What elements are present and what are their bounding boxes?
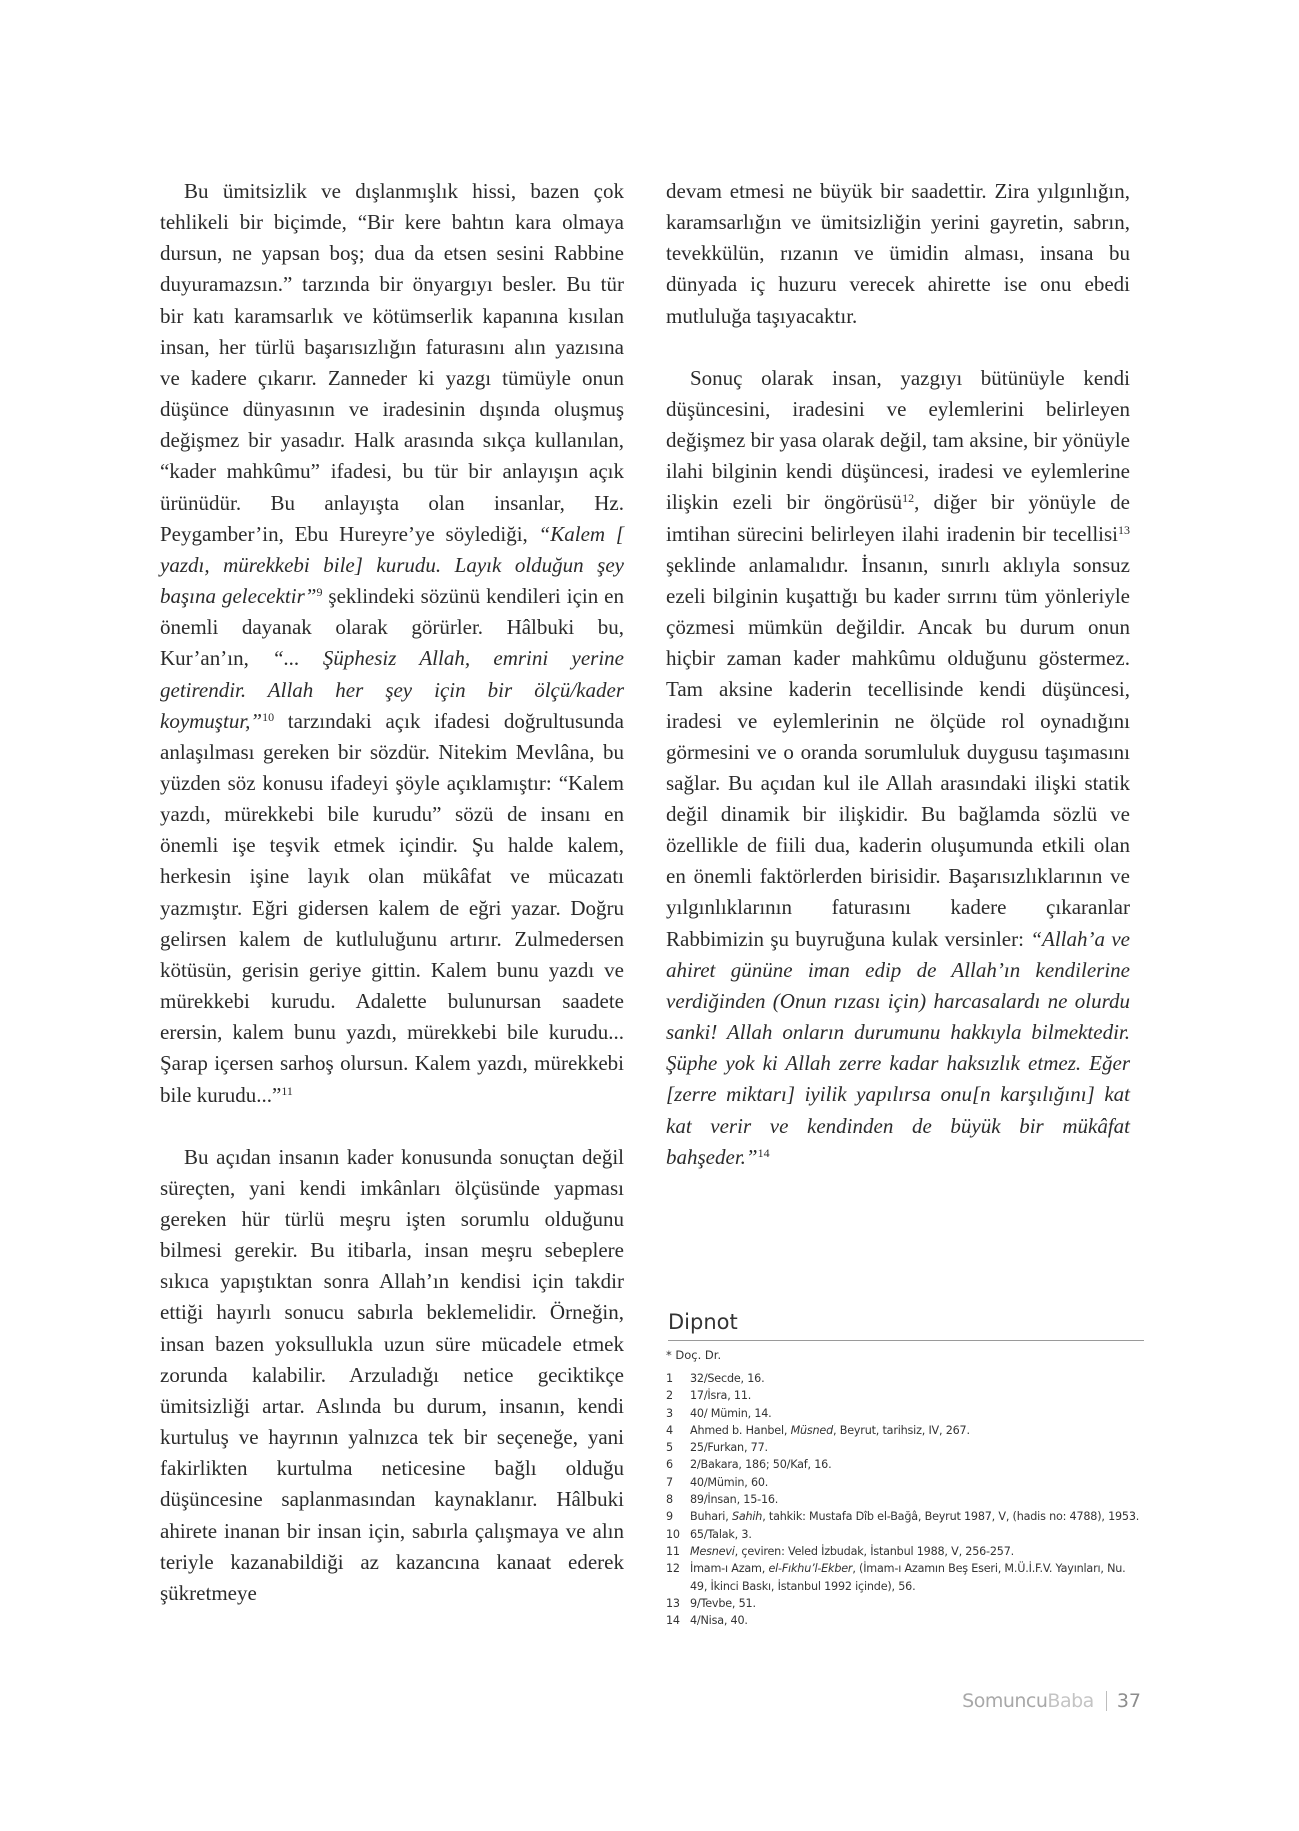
footnote-item xyxy=(666,1439,1144,1456)
footnote-number: 9 xyxy=(666,1510,673,1524)
footnote-work-title: Mesnevi xyxy=(690,1544,735,1558)
footnote-list xyxy=(666,1370,1144,1629)
paragraph: devam etmesi ne büyük bir saadettir. Zira yılgınlığın, karamsarlığın ve ümitsizliğin yerini gayretin, sabrın, tevekkülün, rızanın ve ümidin alması, insana bu dünyada iç huzuru verecek ahirette ise onu ebedi mutluluğa taşıyacaktır. xyxy=(666,179,1130,328)
footnote-number: 7 xyxy=(666,1475,673,1489)
page-number: 37 xyxy=(1116,1690,1141,1712)
footnote-text xyxy=(690,1422,1144,1439)
hadith-quote: “Kalem [ yazdı, mürekkebi bile] kurudu. Layık olduğun şey başına gelecektir” xyxy=(160,521,624,609)
footnote-number: 12 xyxy=(666,1562,680,1576)
footnote-text-part: , (İmam-ı Azamın Beş Eseri, M.Ü.İ.F.V. Yayınları, Nu. 49, İkinci Baskı, İstanbul 1992 içinde), 56. xyxy=(690,1562,1126,1593)
footnote-number: 11 xyxy=(666,1544,680,1558)
footnote-ref[interactable]: 10 xyxy=(262,709,275,724)
footnote-work-title: Müsned xyxy=(790,1423,834,1437)
footnote-text-part: Ahmed b. Hanbel, xyxy=(690,1423,791,1437)
footnote-item xyxy=(666,1526,1144,1543)
paragraph: Bu açıdan insanın kader konusunda sonuçtan değil süreçten, yani kendi imkânları ölçüsünde yapması gereken hür türlü meşru işten sorumlu olduğunu bilmesi gerekir. Bu itibarla, insan meşru sebeplere sıkıca yapıştıktan sonra Allah’ın kendisi için takdir ettiği hayırlı sonucu sabırla beklemelidir. Örneğin, insan bazen yoksullukla uzun süre mücadele etmek zorunda kalabilir. Arzuladığı netice geciktikçe ümitsizliği artar. Aslında bu durum, insanın, kendi kurtuluş ve hayrının yalnızca tek bir seçeneğe, yani fakirlikten kurtulma neticesine bağlı olduğu düşüncesine saplanmasından kaynaklanır. Hâlbuki ahirete inanan bir insan için, sabırla çalışmaya ve alın teriyle kazanabildiği az kazancına kanaat ederek şükretmeye xyxy=(160,1144,624,1605)
footnote-item xyxy=(666,1474,1144,1491)
footnote-item xyxy=(666,1612,1144,1629)
footnote-text: 2/Bakara, 186; 50/Kaf, 16. xyxy=(690,1458,832,1472)
footnote-item xyxy=(666,1370,1144,1387)
footnote-number: 13 xyxy=(666,1596,680,1610)
paragraph xyxy=(666,363,1130,1173)
page-footer xyxy=(962,1690,1141,1712)
footnote-number: 1 xyxy=(666,1372,673,1385)
footnote-text: 65/Talak, 3. xyxy=(690,1527,752,1541)
footnote-text-part: , tahkik: Mustafa Dîb el-Bağâ, Beyrut 1987, V, (hadis no: 4788), 1953. xyxy=(762,1510,1140,1524)
footnote-number: 8 xyxy=(666,1493,673,1507)
footnotes-section xyxy=(666,1310,1144,1629)
footnote-text: 25/Furkan, 77. xyxy=(690,1441,768,1455)
footnote-ref[interactable]: 11 xyxy=(281,1083,293,1098)
footnote-text xyxy=(690,1560,1144,1595)
quran-quote: “Allah’a ve ahiret gününe iman edip de Allah’ın kendilerine verdiğinden (Onun rızası için) harcasalardı ne olurdu sanki! Allah onların durumunu hakkıyla bilmektedir. Şüphe yok ki Allah zerre kadar haksızlık etmez. Eğer [zerre miktarı] iyilik yapılırsa onu[n karşılığını] kat kat verir ve kendinden de büyük bir mükâfat bahşeder.” xyxy=(666,926,1130,1169)
footnote-text-part: , çeviren: Veled İzbudak, İstanbul 1988, V, 256-257. xyxy=(734,1544,1014,1558)
footnote-item xyxy=(666,1405,1144,1422)
footnote-text: 32/Secde, 16. xyxy=(690,1372,765,1385)
footnote-text-part: Buhari, xyxy=(690,1510,732,1524)
footnote-item xyxy=(666,1508,1144,1525)
footnote-ref[interactable]: 14 xyxy=(757,1145,770,1160)
right-column xyxy=(666,176,1130,1173)
footnote-item xyxy=(666,1543,1144,1560)
footnote-text: 9/Tevbe, 51. xyxy=(690,1596,756,1610)
body-text: şeklindeki sözünü kendileri için en önemli dayanak olarak görürler. Hâlbuki bu, Kur’an’ın, xyxy=(160,584,625,671)
footnote-item xyxy=(666,1560,1144,1595)
author-note: * Doç. Dr. xyxy=(666,1348,722,1362)
footnote-text: 40/Mümin, 60. xyxy=(690,1475,769,1489)
footer-divider xyxy=(1106,1691,1107,1711)
footnote-number: 5 xyxy=(666,1441,673,1455)
footnote-item xyxy=(666,1491,1144,1508)
body-text: şeklinde anlamalıdır. İnsanın, sınırlı aklıyla sonsuz ezeli bilginin kuşattığı bu kader sırrını tüm yönleriyle çözmesi mümkün değildir. Ancak bu durum onun hiçbir zaman kader mahkûmu olduğunu göstermez. Tam aksine kaderin tecellisinde kendi düşüncesi, iradesi ve eylemlerinin ne ölçüde rol oynadığını görmesini ve o oranda sorumluluk duygusu taşımasını sağlar. Bu açıdan kul ile Allah arasındaki ilişki statik değil dinamik bir ilişkidir. Bu bağlamda sözlü ve özellikle de fiili dua, kaderin oluşumunda etkili olan en önemli faktörlerden birisidir. Başarısızlıklarının ve yılgınlıklarının faturasını kadere çıkaranlar Rabbimizin şu buyruğuna kulak versinler: xyxy=(666,552,1130,951)
footnote-text: 40/ Mümin, 14. xyxy=(690,1406,772,1420)
brand-name-part2: Baba xyxy=(1047,1690,1094,1712)
footnote-number: 10 xyxy=(666,1527,680,1541)
footnote-work-title: el-Fıkhu’l-Ekber xyxy=(768,1562,853,1576)
footnote-work-title: Sahih xyxy=(731,1510,763,1524)
body-text: tarzındaki açık ifadesi doğrultusunda anlaşılması gereken bir sözdür. Nitekim Mevlâna, bu yüzden söz konusu ifadeyi şöyle açıklamıştır: “Kalem yazdı, mürekkebi bile kurudu” sözü de insanı en önemli işe teşvik etmek içindir. Şu halde kalem, herkesin işine layık olan mükâfat ve mücazatı yazmıştır. Eğri gidersen kalem de eğri yazar. Doğru gelirsen kalem de kutluluğunu artırır. Zulmedersen kötüsün, gerisin geriye gittin. Kalem bunu yazdı ve mürekkebi kurudu. Adalette bulunursan saadete erersin, kalem bunu yazdı, mürekkebi bile kurudu... Şarap içersen sarhoş olursun. Kalem yazdı, mürekkebi bile kurudu...” xyxy=(160,708,624,1107)
footnote-text-part: , Beyrut, tarihsiz, IV, 267. xyxy=(833,1423,970,1437)
footnote-number: 4 xyxy=(666,1423,673,1437)
body-text: Bu ümitsizlik ve dışlanmışlık hissi, bazen çok tehlikeli bir biçimde, “Bir kere bahtın kara olmaya dursun, ne yapsan boş; dua da etsen sesini Rabbine duyuramazsın.” tarzında bir önyargıyı besler. Bu tür bir katı karamsarlık ve kötümserlik kapanına kısılan insan, her türlü başarısızlığın faturasını alın yazısına ve kadere çıkarır. Zanneder ki yazgı tümüyle onun düşünce dünyasının ve iradesinin dışında oluşmuş değişmez bir yasadır. Halk arasında sıkça kullanılan, “kader mahkûmu” ifadesi, bu tür bir anlayışın açık ürünüdür. Bu anlayışta olan insanlar, Hz. Peygamber’in, Ebu Hureyre’ye söylediği, xyxy=(160,179,624,546)
brand-name-part1: Somuncu xyxy=(962,1690,1048,1712)
footnote-text: 89/İnsan, 15-16. xyxy=(690,1493,779,1507)
footnote-item xyxy=(666,1422,1144,1439)
footnote-number: 6 xyxy=(666,1458,673,1472)
quran-quote: “... Şüphesiz Allah, emrini yerine getirendir. Allah her şey için bir ölçü/kader koymuştur,” xyxy=(160,646,624,733)
footnote-number: 14 xyxy=(666,1614,680,1628)
footnotes-title: Dipnot xyxy=(668,1310,1144,1341)
footnote-text xyxy=(690,1508,1144,1525)
footnote-number: 2 xyxy=(666,1389,673,1403)
footnote-ref[interactable]: 13 xyxy=(1118,522,1130,537)
footnote-item xyxy=(666,1387,1144,1404)
body-text: Sonuç olarak insan, yazgıyı bütünüyle kendi düşüncesini, iradesini ve eylemlerini belirleyen değişmez bir yasa olarak değil, tam aksine, bir yönüyle ilahi bilginin kendi düşüncesi, iradesi ve eylemlerine ilişkin ezeli bir öngörüsü xyxy=(666,365,1130,515)
footnote-item xyxy=(666,1456,1144,1473)
footnote-ref[interactable]: 9 xyxy=(316,585,323,600)
footnote-text xyxy=(690,1543,1144,1560)
paragraph xyxy=(160,176,624,1111)
footnote-text-part: İmam-ı Azam, xyxy=(690,1562,769,1576)
left-column xyxy=(160,176,624,1609)
footnote-ref[interactable]: 12 xyxy=(902,491,915,506)
footnote-item xyxy=(666,1595,1144,1612)
footnote-number: 3 xyxy=(666,1406,673,1420)
body-text: , diğer bir yönüyle de imtihan sürecini belirleyen ilahi iradenin bir tecellisi xyxy=(666,490,1131,546)
footnote-text: 17/İsra, 11. xyxy=(690,1389,752,1403)
footnote-text: 4/Nisa, 40. xyxy=(690,1614,748,1628)
